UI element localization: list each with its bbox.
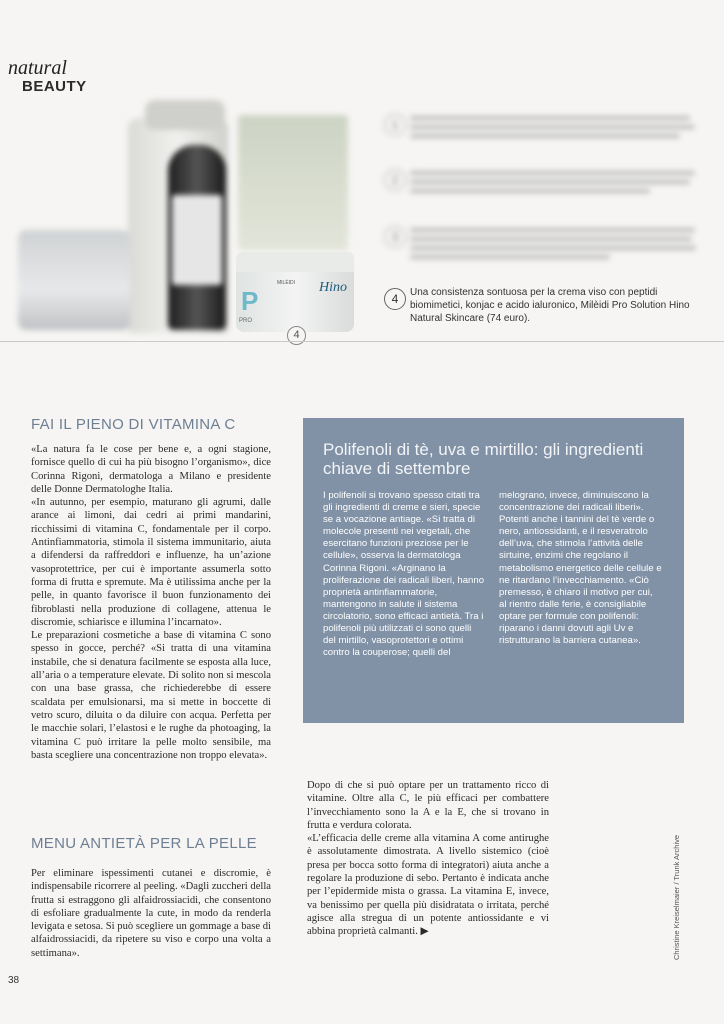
- caption-text-blurred: [410, 112, 700, 143]
- paragraph: «In autunno, per esempio, maturano gli agrumi, dalle arance ai limoni, dai cedri ai primi mandarini, ricchissimi di vitamina C, fondamentale per il corpo. Antinfiammatoria, stimola il sistema immunitario, aiuta a difendersi da raffreddori e influenze, ha un’azione vasoprotettrice, per cui è importante assumerla sotto forma di frutta e spremute. Ma è utilissima anche per la pelle, in quanto favorisce il buon funzionamento dei fibroblasti nella produzione di collagene, attenua le discromie, schiarisce e illumina l’incarnato».: [31, 497, 271, 628]
- jar-logo: P: [241, 286, 259, 316]
- photo-credit: Christine Kreiselmaier / Trunk Archive: [672, 834, 681, 960]
- divider-line: [0, 341, 724, 342]
- section-title-menu-antieta: MENU ANTIETÀ PER LA PELLE: [31, 835, 257, 852]
- vitamins-body: [307, 779, 549, 939]
- brand-beauty: BEAUTY: [22, 78, 87, 95]
- section-brand: [8, 58, 87, 94]
- caption-number: 4: [384, 288, 406, 310]
- box-column-1: I polifenoli si trovano spesso citati tra gli ingredienti di creme e sieri, specie se a vocazione antiage. «Si tratta di molecole presenti nei vegetali, che esercitano funzioni preziose per le cellule», osserva la dermatologa Corinna Rigoni. «Arginano la proliferazione dei radicali liberi, hanno proprietà antinfiammatorie, mantengono in salute il sistema circolatorio, sono efficaci antietà. Tra i polifenoli più utilizzati ci sono quelli del mirtillo, vasoprotettori e ottimi contro la couperose; quelli del: [323, 490, 485, 659]
- jar-lid: [236, 252, 354, 273]
- polifenoli-box: [303, 418, 684, 723]
- product-bottle-label: [172, 195, 222, 285]
- caption-text: Una consistenza sontuosa per la crema viso con peptidi biomimetici, konjac e acido ialuronico, Milèidi Pro Solution Hino Natural Skincare (74 euro).: [410, 287, 690, 324]
- product-number-badge: 4: [287, 326, 306, 345]
- jar-hino-label: Hino: [319, 280, 347, 295]
- caption-number: 2: [384, 169, 406, 191]
- box-column-2: melograno, invece, diminuiscono la concentrazione dei radicali liberi». Potenti anche i tannini del tè verde o nero, antiossidanti, e il resveratrolo dell’uva, che stimola l’attività delle sirtuine, enzimi che regolano il metabolismo energetico delle cellule e ne ritardano l’invecchiamento. «Ciò premesso, è chiaro il motivo per cui, al rientro dalle ferie, è consigliabile optare per formule con polifenoli: riparano i danni dovuti agli Uv e ristrutturano la barriera cutanea».: [499, 490, 662, 647]
- paragraph: Le preparazioni cosmetiche a base di vitamina C sono spesso in gocce, perché? «Si tratta di una vitamina instabile, che si denatura facilmente se esposta alla luce, all’aria o a temperature elevate. Di solito non si mescola con una base grassa, che richiederebbe di essere scaldata per emulsionarsi, ma si mette in boccette di vetro scuro, diluita o da diluire con acqua. Perfetta per le macchie solari, l’elastosi e le rughe da photoaging, la vitamina C può irritare la pelle molto sensibile, ma basta scegliere una concentrazione non troppo elevata».: [31, 630, 271, 761]
- section-menu-antieta-body: [31, 867, 271, 960]
- page-number: 38: [8, 975, 20, 986]
- section-vitamina-c-body: [31, 443, 271, 762]
- box-title: Polifenoli di tè, uva e mirtillo: gli ingredienti chiave di settembre: [323, 440, 644, 478]
- caption-number: 1: [384, 114, 406, 136]
- paragraph: «La natura fa le cose per bene e, a ogni stagione, fornisce quello di cui ha più bisogno l’organismo», dice Corinna Rigoni, dermatologa a Milano e presidente delle Donne Dermatologhe Italia.: [31, 444, 271, 495]
- caption-number: 3: [384, 226, 406, 248]
- paragraph: Per eliminare ispessimenti cutanei e discromie, è indispensabile ricorrere al peeling. «Dagli zuccheri della frutta si estraggono gli alfaidrossiacidi, che consentono di esfoliare gradualmente la cute, in modo da renderla levigata e setosa. Si può scegliere un gommage a base di alfaidrossiacidi, da ripetere su viso e corpo una volta a settimana».: [31, 868, 271, 959]
- product-box: [238, 115, 348, 250]
- section-title-vitamina-c: FAI IL PIENO DI VITAMINA C: [31, 416, 236, 433]
- paragraph: Dopo di che si può optare per un trattamento ricco di vitamine. Oltre alla C, le più efficaci per combattere l’invecchiamento sono la A e la E, che si trovano in frutta e verdura colorata.: [307, 780, 549, 831]
- product-jar-left: [18, 230, 130, 330]
- caption-text-blurred: [410, 224, 700, 264]
- jar-pro-label: PRO: [239, 318, 253, 324]
- brand-natural: natural: [8, 57, 67, 79]
- product-cap: [145, 100, 225, 130]
- paragraph: «L’efficacia delle creme alla vitamina A come antirughe è assolutamente dimostrata. A livello sistemico (cioè presa per bocca sotto forma di integratori) aiuta anche a regolare la produzione di sebo. Pertanto è indicata anche per l’epidermide mista o grassa. La vitamina E, invece, va benissimo per quella più disidratata o irritata, perché agisce alla stregua di un potente antiossidante e vi abbina proprietà calmanti. ▶: [307, 833, 549, 938]
- jar-brand-label: MILÈIDI: [277, 280, 296, 286]
- caption-text-blurred: [410, 167, 700, 198]
